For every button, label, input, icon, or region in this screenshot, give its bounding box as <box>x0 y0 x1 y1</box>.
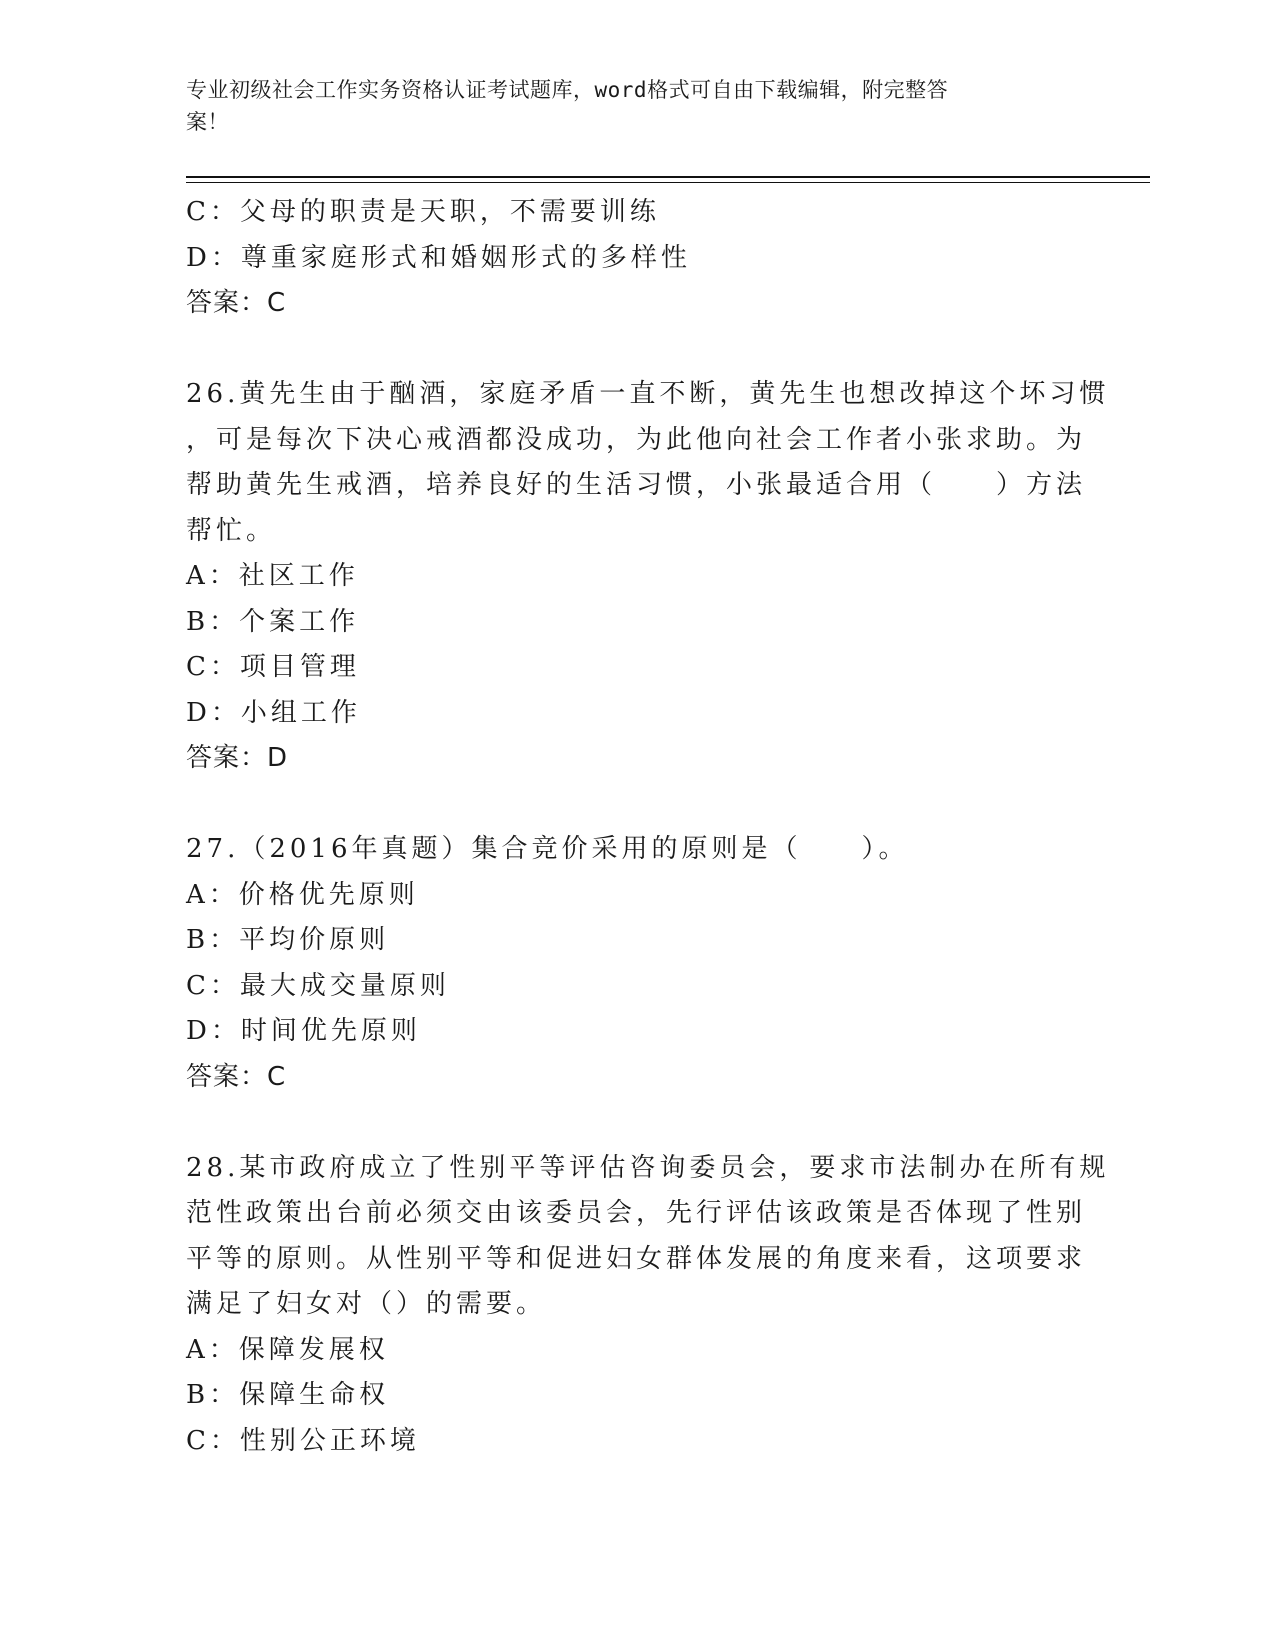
spacer <box>186 782 1086 828</box>
option-b: B：平均价原则 <box>186 925 390 955</box>
question-stem-line: 帮忙。 <box>186 515 277 546</box>
answer-line: 答案：C <box>186 1061 287 1092</box>
option-c: C：父母的职责是天职，不需要训练 <box>186 197 660 227</box>
header-rule-thin <box>186 182 1150 183</box>
option-a: A：社区工作 <box>186 561 359 591</box>
option-c: C：项目管理 <box>186 652 360 682</box>
answer-line: 答案：C <box>186 288 287 318</box>
spacer <box>186 327 1086 373</box>
question-block-prev <box>186 190 1086 327</box>
option-a: A：保障发展权 <box>186 1334 389 1365</box>
option-d: D：尊重家庭形式和婚姻形式的多样性 <box>186 242 691 273</box>
question-block-28 <box>186 1146 1110 1465</box>
question-stem-line: 28.某市政府成立了性别平等评估咨询委员会，要求市法制办在所有规 <box>186 1152 1110 1183</box>
option-d: D：小组工作 <box>186 697 361 728</box>
answer-line: 答案：D <box>186 743 289 773</box>
header-line-2: 案！ <box>186 110 229 134</box>
option-c: C：性别公正环境 <box>186 1425 420 1456</box>
question-stem-line: 帮助黄先生戒酒，培养良好的生活习惯，小张最适合用（ ）方法 <box>186 470 1087 500</box>
header-line-1: 专业初级社会工作实务资格认证考试题库，word格式可自由下载编辑，附完整答 <box>186 78 949 102</box>
question-stem-line: 26.黄先生由于酗酒，家庭矛盾一直不断，黄先生也想改掉这个坏习惯 <box>186 379 1110 409</box>
option-c: C：最大成交量原则 <box>186 970 450 1001</box>
question-stem-line: 满足了妇女对（）的需要。 <box>186 1289 547 1319</box>
spacer <box>186 1100 1086 1146</box>
option-b: B：个案工作 <box>186 606 360 637</box>
question-stem-line: 平等的原则。从性别平等和促进妇女群体发展的角度来看，这项要求 <box>186 1243 1087 1274</box>
option-b: B：保障生命权 <box>186 1380 390 1410</box>
question-list <box>186 190 1110 1464</box>
question-stem-line: 范性政策出台前必须交由该委员会，先行评估该政策是否体现了性别 <box>186 1198 1087 1228</box>
question-block-27 <box>186 827 1086 1100</box>
option-a: A：价格优先原则 <box>186 879 419 910</box>
question-stem-line: ，可是每次下决心戒酒都没成功，为此他向社会工作者小张求助。为 <box>186 424 1087 455</box>
header-rule-thick <box>186 176 1150 178</box>
question-stem-line: 27.（2016年真题）集合竞价采用的原则是（ ）。 <box>186 834 909 864</box>
option-d: D：时间优先原则 <box>186 1016 421 1046</box>
question-block-26 <box>186 372 1110 782</box>
document-header <box>186 74 1066 138</box>
